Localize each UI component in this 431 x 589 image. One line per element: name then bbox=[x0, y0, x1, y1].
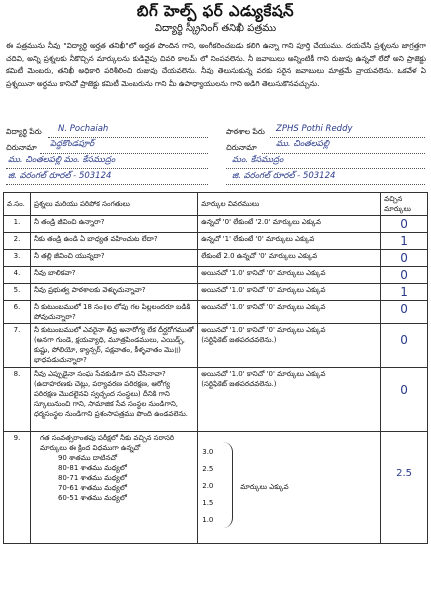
address-label-left: చిరునామా bbox=[6, 143, 37, 152]
row-score-cell[interactable] bbox=[381, 324, 428, 368]
row-question: నీ కుటుంబములో 18 సం॥ల లోపు గల పిల్లలందరూ బడికి పోవుచున్నారా? bbox=[30, 301, 197, 324]
address-right-value-2[interactable]: మం. కేసముద్రం bbox=[232, 155, 284, 165]
table-row bbox=[4, 432, 428, 544]
address-right-line1 bbox=[262, 153, 425, 154]
row-score: 1 bbox=[400, 285, 408, 299]
address-right-value-1[interactable]: ము. చింతలపల్లి bbox=[276, 139, 330, 149]
row-score: 0 bbox=[400, 302, 408, 316]
row-number: 9. bbox=[4, 432, 31, 544]
grade-band: 80-81 శాతము మధ్యలో bbox=[57, 464, 127, 472]
address-label-right: చిరునామా bbox=[226, 143, 257, 152]
address-left-value-2[interactable]: ము. చింతలపల్లి మం. కేసముద్రం bbox=[8, 155, 116, 165]
address-left-value-3[interactable]: జి. వరంగల్ రూరల్ - 503124 bbox=[8, 171, 112, 181]
row-question-cell bbox=[30, 432, 197, 544]
row-number: 7. bbox=[4, 324, 31, 368]
screening-table bbox=[3, 192, 428, 544]
header-serial: వ.సం. bbox=[4, 193, 31, 216]
address-right-line2 bbox=[226, 168, 425, 169]
address-left-line1 bbox=[40, 153, 208, 154]
grade-marks-cell bbox=[198, 432, 381, 544]
row-marks: లేకుంటే 2.0 ఉన్నచో '0' మార్కులు ఎక్కువ bbox=[198, 250, 381, 267]
table-row bbox=[4, 267, 428, 284]
table-row bbox=[4, 250, 428, 267]
grade-mark: 2.0 bbox=[202, 482, 214, 490]
grade-mark: 3.0 bbox=[202, 448, 214, 456]
grade-mark: 1.0 bbox=[202, 516, 214, 524]
student-name-label: విద్యార్థి పేరు bbox=[6, 127, 42, 136]
row-score-cell[interactable] bbox=[381, 250, 428, 267]
row-score-cell[interactable] bbox=[381, 233, 428, 250]
row-score-cell[interactable] bbox=[381, 432, 428, 544]
student-name-value[interactable]: N. Pochaiah bbox=[58, 124, 109, 134]
grade-mark: 2.5 bbox=[202, 465, 214, 473]
row-number: 8. bbox=[4, 368, 31, 432]
instructions-paragraph: ఈ పత్రమును నీవు "విద్యార్థి అర్హత తనిఖీ"లో అర్హత పొందిన గాని, అంగీకరించబడు కలిగి ఉన్నా గాని పూర్తి చేయుము. దయచేసి ప్రశ్నలను జాగ్రత్తగా చదివి, అన్ని ప్రశ్నలకు నీకొచ్చిన మార్కులను కుడివైపు చివరి కాలమ్ లో నింపవలెను. నీ జవాబులు అన్నింటికీ గాని రుజువు ఉన్నవో లేదో అని ప్రాజెక్టు కమిటీ మెంబరు, తనిఖీ అధికారి పరిశీలించి రుజువు చేయవలెను. నీవు తెలుసుకున్న వరకు సరైన జవాబులు మాత్రమే వ్రాయవలెను. ఒకవేళ ఏ ప్రశ్నయినా అర్థము కానిచో ప్రాజెక్టు కమిటీ మెంబరును గాని మీ ఉపాధ్యాయులను గాని అడిగి తెలుసుకొనవచ్చును. bbox=[6, 41, 426, 88]
grade-band: 90 శాతము దాటినచో bbox=[57, 454, 118, 462]
row-number: 2. bbox=[4, 233, 31, 250]
address-right-value-3[interactable]: జి. వరంగల్ రూరల్ - 503124 bbox=[232, 171, 336, 181]
address-left-line3 bbox=[6, 184, 208, 185]
school-name-line bbox=[270, 137, 425, 138]
grade-marks-label: మార్కులు ఎక్కువ bbox=[240, 483, 289, 491]
student-name-line bbox=[48, 137, 208, 138]
school-name-value[interactable]: ZPHS Pothi Reddy bbox=[276, 124, 353, 134]
row-marks: అయినచో '1.0' కానిచో '0' మార్కులు ఎక్కువ bbox=[198, 301, 381, 324]
table-row bbox=[4, 368, 428, 432]
row-score: 2.5 bbox=[396, 468, 413, 479]
row-number: 4. bbox=[4, 267, 31, 284]
row-marks: అయినచో '1.0' కానిచో '0' మార్కులు ఎక్కువ (సర్టిఫికెట్ జతపరచవలెను.) bbox=[198, 368, 381, 432]
row-marks: ఉన్నచో '1' లేకుంటే '0' మార్కులు ఎక్కువ bbox=[198, 233, 381, 250]
table-row bbox=[4, 284, 428, 301]
table-row bbox=[4, 216, 428, 233]
row-question: నీవు బాలికవా? bbox=[30, 267, 197, 284]
header-marks-details: మార్కుల వివరములు bbox=[198, 193, 381, 216]
row-score: 0 bbox=[400, 383, 408, 397]
row-marks: అయినచో '1.0' కానిచో '0' మార్కులు ఎక్కువ bbox=[198, 284, 381, 301]
school-name-label: పాఠశాల పేరు bbox=[226, 127, 265, 136]
grade-band: 80-71 శాతము మధ్యలో bbox=[57, 474, 127, 482]
grade-marks-list bbox=[202, 444, 213, 529]
row-score: 0 bbox=[400, 333, 408, 347]
grade-mark: 1.5 bbox=[202, 499, 214, 507]
row-score-cell[interactable] bbox=[381, 368, 428, 432]
row-question: నీవు ఎప్పుడైనా సంఘ సేవకుడిగా పని చేసినావా? (ఉదాహరణకు చెట్లు, పర్యావరణ పరిరక్షణ, ఆరోగ్య పరిరక్షణ మొదలైనవి స్వచ్ఛంద సంస్థలు) దీనికి గాని స్కూలునుంచి గాని, సామాజిక సేవ సంస్థల నుండిగాని, ధర్మసంస్థల నుండిగాని ప్రశంసాపత్రము పొంది ఉండవలెను. bbox=[30, 368, 197, 432]
table-row bbox=[4, 233, 428, 250]
grade-band-list bbox=[34, 453, 194, 503]
header-score: వచ్చిన మార్కులు bbox=[381, 193, 428, 216]
row-marks: అయినచో '1.0' కానిచో '0' మార్కులు ఎక్కువ bbox=[198, 267, 381, 284]
table-header-row bbox=[4, 193, 428, 216]
grade-band: 60-51 శాతము మధ్యలో bbox=[57, 494, 127, 502]
row-score: 1 bbox=[400, 234, 408, 248]
table-row bbox=[4, 301, 428, 324]
form-subtitle: విద్యార్థి స్క్రీనింగ్ తనిఖీ పత్రము bbox=[154, 23, 277, 34]
row-number: 6. bbox=[4, 301, 31, 324]
row-score: 0 bbox=[400, 217, 408, 231]
row-score-cell[interactable] bbox=[381, 267, 428, 284]
grade-band: 70-61 శాతము మధ్యలో bbox=[57, 484, 127, 492]
brace-icon bbox=[222, 442, 233, 528]
row-question: నీ కుటుంబములో ఎవరైనా తీవ్ర అనారోగ్య లేక దీర్ఘరోగముతో (అనగా గుండె, క్షయవ్యాధి, మూత్రపిండములు, ఎయిడ్స్, కుష్టు, పోలియో, క్యాన్సర్, పక్షవాతం, కీళ్ళవాతం మొ॥) భాధపడుచున్నారా? bbox=[30, 324, 197, 368]
address-left-value-1[interactable]: పెద్దకొండపూర్ bbox=[50, 139, 95, 149]
row-question: నీకు తండ్రి ఉండి ఏ బాధ్యత వహించుట లేదా? bbox=[30, 233, 197, 250]
row-question: గత సంవత్సరాంతపు పరీక్షలో నీకు వచ్చిన సరాసరి మార్కులు ఈ క్రింద విధముగా ఉన్నచో bbox=[39, 434, 175, 452]
row-score-cell[interactable] bbox=[381, 216, 428, 233]
address-right-line3 bbox=[226, 184, 425, 185]
row-score: 0 bbox=[400, 251, 408, 265]
row-marks: అయినచో '1.0' కానిచో '0' మార్కులు ఎక్కువ (సర్టిఫికెట్ జతపరచవలెను.) bbox=[198, 324, 381, 368]
row-marks: ఉన్నచో '0' లేకుంటే '2.0' మార్కులు ఎక్కువ bbox=[198, 216, 381, 233]
row-question: నీవు ప్రభుత్వ పాఠశాలకు వెళ్ళుచున్నావా? bbox=[30, 284, 197, 301]
table-row bbox=[4, 324, 428, 368]
row-question: నీ తల్లి జీవించి యున్నదా? bbox=[30, 250, 197, 267]
row-number: 1. bbox=[4, 216, 31, 233]
header-question: ప్రశ్నలు మరియు పరిపోక సంగతులు bbox=[30, 193, 197, 216]
row-question: నీ తండ్రి జీవించి ఉన్నారా? bbox=[30, 216, 197, 233]
row-score-cell[interactable] bbox=[381, 284, 428, 301]
form-title: బిగ్ హెల్ప్ ఫర్ ఎడ్యుకేషన్ bbox=[136, 2, 295, 20]
row-number: 3. bbox=[4, 250, 31, 267]
address-left-line2 bbox=[6, 168, 208, 169]
row-number: 5. bbox=[4, 284, 31, 301]
row-score: 0 bbox=[400, 268, 408, 282]
row-score-cell[interactable] bbox=[381, 301, 428, 324]
